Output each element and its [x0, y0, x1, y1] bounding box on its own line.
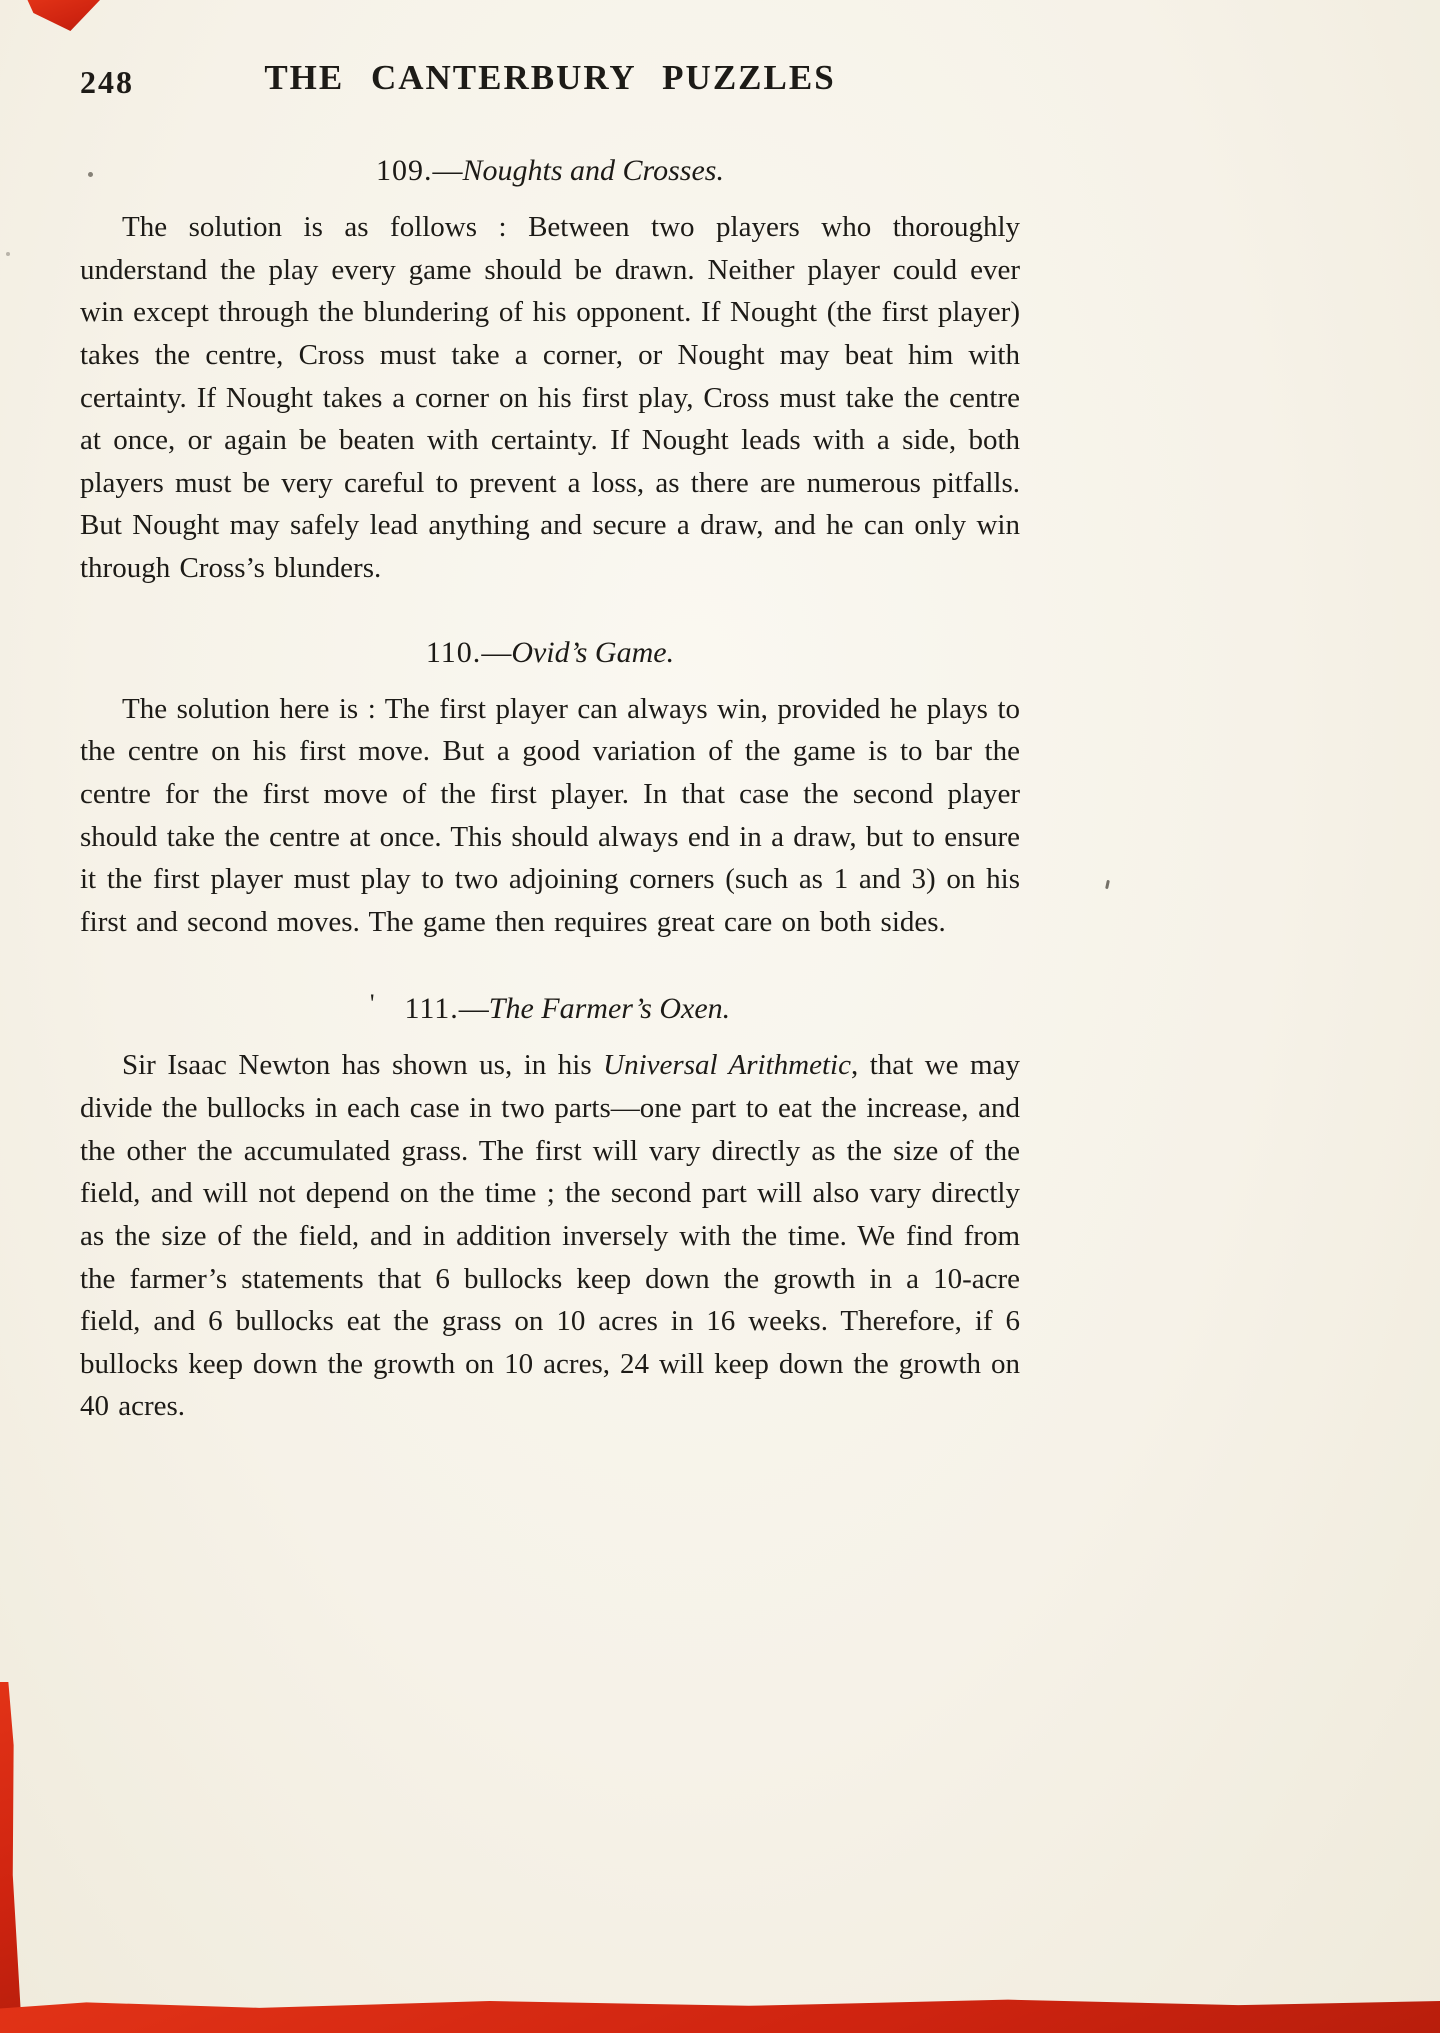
section-number: 110.	[425, 635, 482, 669]
section-heading-109	[80, 154, 1020, 188]
paragraph-111-lead: Sir Isaac Newton has shown us, in his	[122, 1049, 604, 1082]
book-reference-italic: Universal Arithmetic	[603, 1049, 851, 1082]
scan-speck	[1105, 880, 1110, 889]
heading-dash: —	[432, 154, 463, 187]
section-number: 111.	[404, 992, 459, 1026]
red-cover-edge-bottom	[0, 1999, 1440, 2033]
paragraph-111-rest: , that we may divide the bullocks in each case in two parts—one part to eat the increase, and the other the accumulated grass. The first will vary directly as the size of the field, and will not depend on the time ; the second part will also vary directly as the size of the field, and in addition inversely with the time. We find from the farmer’s statements that 6 bullocks keep down the growth in a 10-acre field, and 6 bullocks eat the grass on 10 acres in 16 weeks. Therefore, if 6 bullocks keep down the growth on 10 acres, 24 will keep down the growth on 40 acres.	[80, 1049, 1020, 1423]
paragraph-110: The solution here is : The first player can always win, provided he plays to the centre on his first move. But a good variation of the game is to bar the centre for the first move of the first player. In that case the second player should take the centre at once. This should always end in a draw, but to ensure it the first player must play to two adjoining corners (such as 1 and 3) on his first and second moves. The game then requires great care on both sides.	[80, 692, 1020, 938]
section-title: Ovid’s Game.	[511, 635, 675, 669]
section-title: Noughts and Crosses.	[462, 154, 724, 187]
section-number: 109.	[376, 154, 433, 187]
red-cover-edge-top-left	[26, 0, 100, 31]
scan-stray-mark: '	[369, 989, 375, 1019]
scan-speck	[6, 252, 10, 256]
heading-dash: —	[458, 992, 489, 1026]
book-title: THE CANTERBURY PUZZLES	[264, 58, 836, 97]
page-header	[80, 58, 1020, 108]
page-content	[80, 108, 1020, 1428]
paragraph-111	[80, 1044, 1020, 1428]
paragraph-109: The solution is as follows : Between two players who thoroughly understand the play every game should be drawn. Neither player could ever win except through the blundering of his opponent. If Nought (the first player) takes the centre, Cross must take a corner, or Nought may beat him with certainty. If Nought takes a corner on his first play, Cross must take the centre at once, or again be beaten with certainty. If Nought leads with a side, both players must be very careful to prevent a loss, as there are numerous pitfalls. But Nought may safely lead anything and secure a draw, and he can only win through Cross’s blunders.	[80, 211, 1020, 584]
section-title: The Farmer’s Oxen.	[488, 992, 731, 1026]
page-number: 248	[80, 64, 134, 100]
section-heading-110	[80, 636, 1020, 670]
heading-dash: —	[481, 635, 512, 669]
red-cover-edge-left	[0, 1682, 22, 2033]
section-heading-111	[80, 989, 1020, 1026]
